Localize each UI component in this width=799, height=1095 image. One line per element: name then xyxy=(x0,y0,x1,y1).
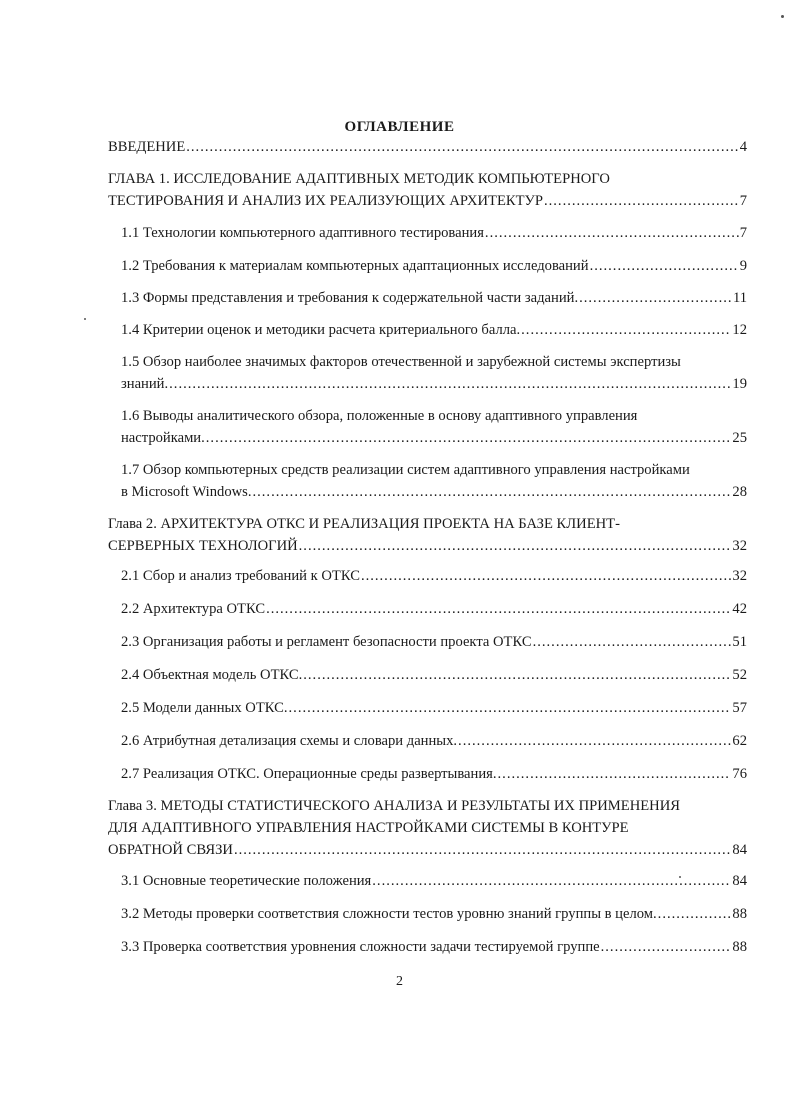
toc-line xyxy=(121,697,747,719)
toc-entry-text: 1.5 Обзор наиболее значимых факторов отечественной и зарубежной системы экспертизы xyxy=(121,354,681,370)
dot-leader xyxy=(521,319,731,341)
scan-speck xyxy=(679,876,681,878)
toc-entry-2-1[interactable] xyxy=(121,565,747,587)
toc-entry-text: 2.2 Архитектура ОТКС xyxy=(121,601,266,617)
toc-line xyxy=(108,535,747,557)
toc-line xyxy=(121,763,747,785)
dot-leader xyxy=(289,697,732,719)
toc-line xyxy=(121,870,747,892)
dot-leader xyxy=(601,936,732,958)
dot-leader xyxy=(303,664,731,686)
toc-page-number: 84 xyxy=(732,842,747,858)
toc-entry-1-7[interactable] xyxy=(121,459,747,503)
toc-line xyxy=(121,373,747,395)
dot-leader xyxy=(361,565,731,587)
toc-entry-2-4[interactable] xyxy=(121,664,747,686)
toc-page-number: 4 xyxy=(739,139,747,155)
toc-entry-text: 2.7 Реализация ОТКС. Операционные среды развертывания. xyxy=(121,766,497,782)
toc-page-number: 28 xyxy=(732,484,747,500)
toc-entry-text: знаний. xyxy=(121,376,169,392)
toc-page-number: 12 xyxy=(732,322,747,338)
toc-entry-text: 3.3 Проверка соответствия уровнения сложности задачи тестируемой группе xyxy=(121,939,600,955)
toc-entry-1-2[interactable] xyxy=(121,255,747,277)
toc-line xyxy=(108,839,747,861)
dot-leader xyxy=(485,222,739,244)
dot-leader xyxy=(252,481,731,503)
toc-line xyxy=(121,287,747,309)
scan-speck xyxy=(84,318,86,320)
toc-entry-1-6[interactable] xyxy=(121,405,747,449)
toc-entry-text: ОБРАТНОЙ СВЯЗИ xyxy=(108,842,233,858)
toc-page-number: 32 xyxy=(732,538,747,554)
toc-line xyxy=(108,136,747,158)
dot-leader xyxy=(590,255,739,277)
toc-title: ОГЛАВЛЕНИЕ xyxy=(344,119,455,135)
toc-line xyxy=(121,936,747,958)
toc-entry-text: 2.4 Объектная модель ОТКС. xyxy=(121,667,303,683)
scan-speck xyxy=(781,15,784,18)
toc-entry-text: в Microsoft Windows. xyxy=(121,484,252,500)
dot-leader xyxy=(186,136,738,158)
toc-entry-text: СЕРВЕРНЫХ ТЕХНОЛОГИЙ xyxy=(108,538,298,554)
toc-page-number: 9 xyxy=(739,258,747,274)
toc-page-number: 51 xyxy=(732,634,747,650)
dot-leader xyxy=(266,598,731,620)
dot-leader xyxy=(299,535,732,557)
toc-page-number: 52 xyxy=(732,667,747,683)
toc-page-number: 25 xyxy=(732,430,747,446)
toc-page-number: 7 xyxy=(739,193,747,209)
toc-entry-3-2[interactable] xyxy=(121,903,747,925)
toc-line xyxy=(108,190,747,212)
toc-entry-text: настройками. xyxy=(121,430,205,446)
toc-entry-text: ВВЕДЕНИЕ xyxy=(108,139,186,155)
toc-page-number: 32 xyxy=(732,568,747,584)
toc-entry-2-3[interactable] xyxy=(121,631,747,653)
toc-entry-2-7[interactable] xyxy=(121,763,747,785)
toc-entry-text: 2.1 Сбор и анализ требований к ОТКС xyxy=(121,568,360,584)
toc-entry-text: ГЛАВА 1. ИССЛЕДОВАНИЕ АДАПТИВНЫХ МЕТОДИК КОМПЬЮТЕРНОГО xyxy=(108,171,610,187)
toc-entry-2-6[interactable] xyxy=(121,730,747,752)
dot-leader xyxy=(458,730,731,752)
toc-entry-text: 1.7 Обзор компьютерных средств реализации систем адаптивного управления настройками xyxy=(121,462,690,478)
toc-page-number: 76 xyxy=(732,766,747,782)
toc-line xyxy=(121,730,747,752)
toc-entry-text: 2.3 Организация работы и регламент безопасности проекта ОТКС xyxy=(121,634,532,650)
toc-line xyxy=(121,222,747,244)
toc-page-number: 7 xyxy=(739,225,747,241)
toc-line xyxy=(121,903,747,925)
toc-entry-text: Глава 2. АРХИТЕКТУРА ОТКС И РЕАЛИЗАЦИЯ ПРОЕКТА НА БАЗЕ КЛИЕНТ- xyxy=(108,516,620,532)
dot-leader xyxy=(372,870,731,892)
toc-entry-chapter-2[interactable] xyxy=(108,513,747,557)
toc-entry-text: Глава 3. МЕТОДЫ СТАТИСТИЧЕСКОГО АНАЛИЗА И РЕЗУЛЬТАТЫ ИХ ПРИМЕНЕНИЯ xyxy=(108,798,680,814)
dot-leader xyxy=(206,427,732,449)
toc-entry-3-3[interactable] xyxy=(121,936,747,958)
toc-entry-text: 2.6 Атрибутная детализация схемы и словари данных. xyxy=(121,733,458,749)
dot-leader xyxy=(544,190,739,212)
dot-leader xyxy=(498,763,732,785)
toc-line xyxy=(121,565,747,587)
toc-entry-1-1[interactable] xyxy=(121,222,747,244)
toc-line xyxy=(121,631,747,653)
dot-leader xyxy=(234,839,731,861)
toc-entry-introduction[interactable] xyxy=(108,136,747,158)
toc-page-number: 57 xyxy=(732,700,747,716)
toc-line xyxy=(121,481,747,503)
toc-page-number: 11 xyxy=(732,290,747,306)
page-number: 2 xyxy=(396,974,403,989)
toc-page-number: 88 xyxy=(732,939,747,955)
toc-entry-chapter-3[interactable] xyxy=(108,795,747,861)
dot-leader xyxy=(533,631,732,653)
toc-entry-text: 3.1 Основные теоретические положения xyxy=(121,873,372,889)
toc-page-number: 62 xyxy=(732,733,747,749)
dot-leader xyxy=(579,287,732,309)
toc-entry-chapter-1[interactable] xyxy=(108,168,747,212)
toc-entry-1-3[interactable] xyxy=(121,287,747,309)
toc-entry-1-4[interactable] xyxy=(121,319,747,341)
toc-page-number: 84 xyxy=(732,873,747,889)
toc-entry-3-1[interactable] xyxy=(121,870,747,892)
toc-entry-text: 1.3 Формы представления и требования к содержательной части заданий. xyxy=(121,290,579,306)
toc-entry-text: 1.6 Выводы аналитического обзора, положенные в основу адаптивного управления xyxy=(121,408,638,424)
toc-line xyxy=(121,598,747,620)
toc-entry-1-5[interactable] xyxy=(121,351,747,395)
toc-page-number: 42 xyxy=(732,601,747,617)
toc-entry-text: 1.1 Технологии компьютерного адаптивного тестирования xyxy=(121,225,484,241)
toc-entry-2-5[interactable] xyxy=(121,697,747,719)
dot-leader xyxy=(169,373,731,395)
toc-entry-text: ТЕСТИРОВАНИЯ И АНАЛИЗ ИХ РЕАЛИЗУЮЩИХ АРХИТЕКТУР xyxy=(108,193,543,209)
toc-line xyxy=(121,319,747,341)
toc-entry-text: 1.4 Критерии оценок и методики расчета критериального балла. xyxy=(121,322,521,338)
toc-line xyxy=(121,427,747,449)
toc-page-number: 19 xyxy=(732,376,747,392)
toc-entry-text: 1.2 Требования к материалам компьютерных адаптационных исследований xyxy=(121,258,589,274)
toc-entry-text: ДЛЯ АДАПТИВНОГО УПРАВЛЕНИЯ НАСТРОЙКАМИ СИСТЕМЫ В КОНТУРЕ xyxy=(108,820,629,836)
toc-entry-2-2[interactable] xyxy=(121,598,747,620)
toc-line xyxy=(121,255,747,277)
toc-page-number: 88 xyxy=(732,906,747,922)
toc-entry-text: 2.5 Модели данных ОТКС. xyxy=(121,700,288,716)
toc-entry-text: 3.2 Методы проверки соответствия сложности тестов уровню знаний группы в целом. xyxy=(121,906,657,922)
toc-line xyxy=(121,664,747,686)
dot-leader xyxy=(658,903,732,925)
